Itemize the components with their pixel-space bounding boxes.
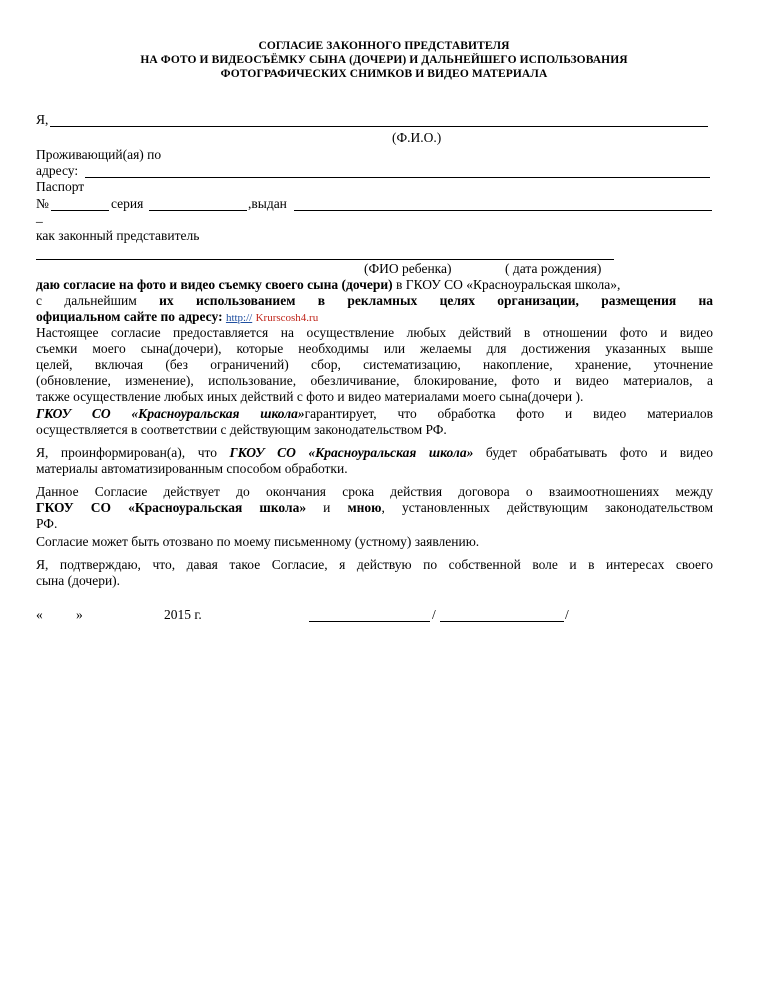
- fio-caption: (Ф.И.О.): [392, 130, 442, 145]
- child-fio-caption: (ФИО ребенка): [364, 261, 452, 276]
- passport-number-label: №: [36, 196, 49, 211]
- consent-line-3-bold: официальном сайте по адресу:: [36, 309, 223, 324]
- address-label: адресу:: [36, 163, 79, 178]
- passport-number-input-line[interactable]: [51, 210, 109, 211]
- paragraph4-line-2: сына (дочери).: [36, 573, 121, 588]
- residing-label: Проживающий(ая) по: [36, 147, 162, 162]
- passport-issued-label: ,выдан: [248, 196, 287, 211]
- fio-input-line[interactable]: [50, 126, 708, 127]
- passport-series-input-line[interactable]: [149, 210, 247, 211]
- site-link-domain[interactable]: Krursсosh4.ru: [255, 312, 319, 324]
- birth-date-caption: ( дата рождения): [505, 261, 602, 276]
- consent-statement-bold: даю согласие на фото и видео съемку своего сына (дочери): [36, 277, 393, 292]
- fio-row: [36, 112, 48, 128]
- consent-line-2-bold: их использованием в рекламных целях организации, размещения на: [159, 293, 714, 308]
- consent-line-3: [36, 309, 318, 326]
- paragraph3-line-3: РФ.: [36, 516, 58, 531]
- stray-mark: _: [36, 209, 43, 224]
- school-name-italic: ГКОУ СО «Красноуральская школа»: [36, 406, 305, 421]
- signature-slash-2: /: [565, 607, 569, 622]
- paragraph4-line-1: Я, подтверждаю, что, давая такое Согласие, я действую по собственной воле и в интересах своего: [36, 557, 713, 572]
- paragraph2-line-1: [36, 445, 713, 461]
- paragraph1-line-2: съемки моего сына(дочери), которые необходимы или желаемы для достижения указанных выше: [36, 341, 713, 356]
- paragraph3-school-name: ГКОУ СО «Красноуральская школа»: [36, 500, 307, 515]
- consent-line-2-start: с дальнейшим: [36, 293, 137, 308]
- paragraph1-line-1: Настоящее согласие предоставляется на осуществление любых действий в отношении фото и видео: [36, 325, 713, 340]
- document-title-line-1: СОГЛАСИЕ ЗАКОННОГО ПРЕДСТАВИТЕЛЯ: [258, 40, 510, 52]
- paragraph1-line-3: целей, включая (без ограничений) сбор, систематизацию, накопление, хранение, уточнение: [36, 357, 713, 372]
- paragraph2-rest: будет обрабатывать фото и видео: [473, 445, 713, 460]
- paragraph1-line-6: [36, 406, 713, 422]
- paragraph1-line-5: также осуществление любых иных действий с фото и видео материалами моего сына(дочери ).: [36, 389, 584, 404]
- consent-line-1: [36, 277, 620, 293]
- paragraph2-start: Я, проинформирован(а), что: [36, 445, 230, 460]
- paragraph3-rest: , установленных действующим законодательством: [381, 500, 713, 515]
- guarantee-text: гарантирует, что обработка фото и видео материалов: [304, 406, 713, 421]
- paragraph2-school-name: ГКОУ СО «Красноуральская школа»: [229, 445, 474, 460]
- paragraph2-line-2: материалы автоматизированным способом обработки.: [36, 461, 348, 476]
- paragraph3-line-2: [36, 500, 713, 516]
- paragraph3-line-4: Согласие может быть отозвано по моему письменному (устному) заявлению.: [36, 534, 480, 549]
- address-input-line[interactable]: [85, 177, 710, 178]
- paragraph3-me: мною: [347, 500, 382, 515]
- consent-line-2: [36, 293, 713, 309]
- passport-series-label: серия: [111, 196, 144, 211]
- site-link-http[interactable]: http://: [225, 312, 253, 324]
- signature-name-input-line[interactable]: [440, 621, 564, 622]
- paragraph3-and: и: [306, 500, 348, 515]
- passport-label: Паспорт: [36, 179, 85, 194]
- paragraph3-line-1: Данное Согласие действует до окончания срока действия договора о взаимоотношениях между: [36, 484, 713, 499]
- document-title-line-2: НА ФОТО И ВИДЕОСЪЁМКУ СЫНА (ДОЧЕРИ) И ДАЛЬНЕЙШЕГО ИСПОЛЬЗОВАНИЯ: [140, 54, 628, 66]
- date-year: 2015 г.: [164, 607, 202, 622]
- child-input-line[interactable]: [36, 259, 614, 260]
- passport-issued-input-line[interactable]: [294, 210, 712, 211]
- date-open-quote: «: [36, 607, 43, 622]
- paragraph1-line-4: (обновление, изменение), использование, обезличивание, блокирование, фото и видео материалов, а: [36, 373, 713, 388]
- signature-slash-1: /: [432, 607, 436, 622]
- consent-statement-rest: в ГКОУ СО «Красноуральская школа»,: [392, 277, 621, 292]
- as-representative-label: как законный представитель: [36, 228, 200, 243]
- date-close-quote: »: [76, 607, 83, 622]
- ya-label: Я,: [36, 112, 49, 127]
- document-title-line-3: ФОТОГРАФИЧЕСКИХ СНИМКОВ И ВИДЕО МАТЕРИАЛА: [220, 68, 548, 80]
- signature-input-line[interactable]: [309, 621, 430, 622]
- paragraph1-line-7: осуществляется в соответствии с действующим законодательством РФ.: [36, 422, 447, 437]
